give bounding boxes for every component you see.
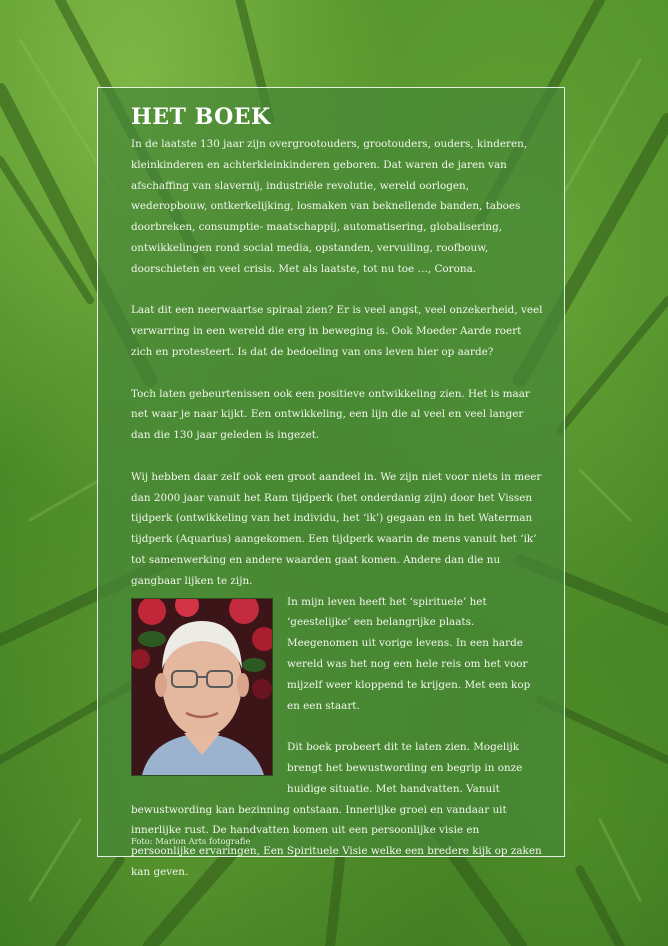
paragraph-3: Toch laten gebeurtenissen ook een positieve ontwikkeling zien. Het is maar net waar je naar kijkt. Een ontwikkeling, een lijn die al veel en veel langer dan die 130 jaar geleden is ingezet. xyxy=(131,387,530,442)
paragraph-4: Wij hebben daar zelf ook een groot aandeel in. We zijn niet voor niets in meer dan 2000 jaar vanuit het Ram tijdperk (het onderdanig zijn) door het Vissen tijdperk (ontwikkeling van het individu, het ‘ik’) gegaan en in het Waterman tijdperk (Aquarius) aangekomen. Een tijdperk waarin de mens vanuit het ‘ik’ tot samenwerking en andere waarden gaat komen. Andere dan die nu gangbaar lijken te zijn. xyxy=(131,470,542,587)
paragraph-2: Laat dit een neerwaartse spiraal zien? Er is veel angst, veel onzekerheid, veel verwarring in een wereld die erg in beweging is. Ook Moeder Aarde roert zich en protesteert. Is dat de bedoeling van ons leven hier op aarde? xyxy=(131,304,543,358)
book-description-panel xyxy=(97,87,565,878)
author-portrait-image xyxy=(132,599,272,775)
author-photo xyxy=(131,598,273,776)
paragraph-1: In de laatste 130 jaar zijn overgrootouders, grootouders, ouders, kinderen, kleinkinderen en achterkleinkinderen geboren. Dat waren de jaren van afschaffing van slavernij, industriële revolutie, wereld oorlogen, wederopbouw, ontkerkelijking, losmaken van beknellende banden, taboes doorbreken, consumptie- maatschappij, automatisering, globalisering, ontwikkelingen rond social media, opstanden, vervuiling, roofbouw, doorschieten en veel crisis. Met als laatste, tot nu toe …, Corona. xyxy=(131,138,528,275)
page-title: HET BOEK xyxy=(131,104,271,130)
paragraph-6: Dit boek probeert dit te laten zien. Mogelijk brengt het bewustwording en begrip in onze huidige situatie. Met handvatten. Vanuit bewustwording kan bezinning ontstaan. Innerlijke groei en vandaar uit innerlijke rust. De handvatten komen uit een persoonlijke visie en persoonlijke ervaringen, Een Spirituele Visie welke een bredere kijk op zaken kan geven. xyxy=(131,741,542,878)
paragraph-5: In mijn leven heeft het ‘spirituele’ het ‘geestelijke’ een belangrijke plaats. Meegenomen uit vorige levens. In een harde wereld was het nog een hele reis om het voor mijzelf weer kloppend te krijgen. Met een kop en een staart. xyxy=(287,595,531,712)
photo-credit: Foto: Marion Arts fotografie xyxy=(131,836,251,846)
